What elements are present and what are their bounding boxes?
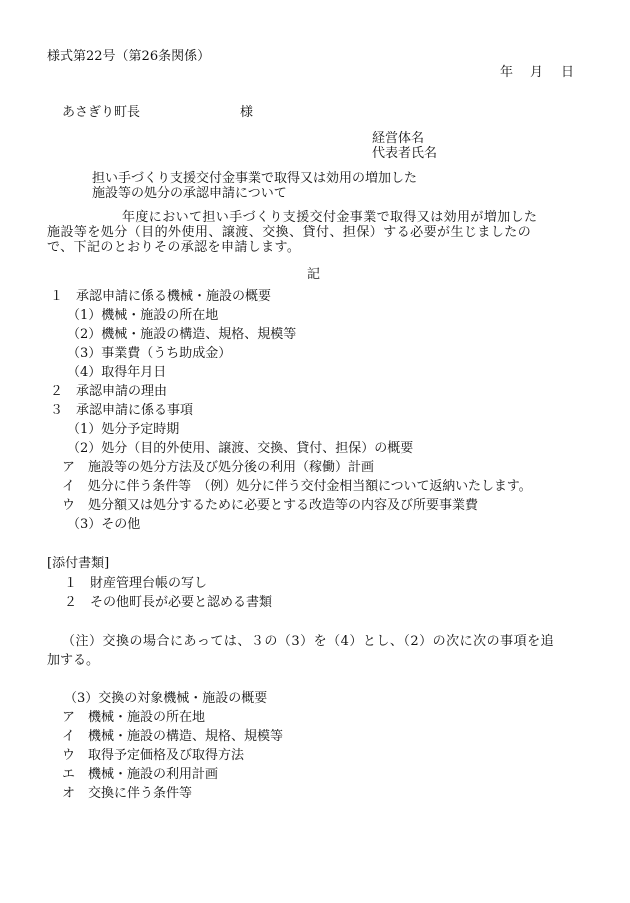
item-1-4: （4）取得年月日 (67, 365, 167, 380)
exchange-heading: （3）交換の対象機械・施設の概要 (64, 691, 268, 706)
subject-line-2: 施設等の処分の承認申請について (92, 186, 287, 201)
item-2: ２ 承認申請の理由 (50, 384, 168, 399)
item-1-1: （1）機械・施設の所在地 (67, 308, 219, 323)
addressee-honorific: 様 (240, 105, 254, 120)
item-3-2-i: イ 処分に伴う条件等 （例）処分に伴う交付金相当額について返納いたします。 (62, 479, 532, 494)
item-3-2-u: ウ 処分額又は処分するために必要とする改造等の内容及び所要事業費 (62, 498, 479, 513)
note-line-1: （注）交換の場合にあっては、３の（3）を（4）とし、（2）の次に次の事項を追 (62, 634, 555, 649)
ki-heading: 記 (307, 267, 321, 282)
subject-line-1: 担い手づくり支援交付金事業で取得又は効用の増加した (92, 171, 418, 186)
exchange-item-o: オ 交換に伴う条件等 (62, 786, 193, 801)
item-3-2: （2）処分（目的外使用、譲渡、交換、貸付、担保）の概要 (67, 441, 414, 456)
date-year: 年 (500, 65, 514, 80)
form-number: 様式第22号（第26条関係） (47, 49, 211, 64)
attachment-item-1: １ 財産管理台帳の写し (64, 576, 208, 591)
item-3-2-a: ア 施設等の処分方法及び処分後の利用（稼働）計画 (62, 460, 375, 475)
exchange-item-i: イ 機械・施設の構造、規格、規模等 (62, 729, 284, 744)
date-day: 日 (561, 65, 575, 80)
item-3: ３ 承認申請に係る事項 (50, 403, 194, 418)
date-month: 月 (530, 65, 544, 80)
applicant-entity-label: 経営体名 (372, 131, 425, 146)
attachments-heading: [添付書類] (47, 556, 110, 571)
item-3-3: （3）その他 (67, 517, 141, 532)
exchange-item-u: ウ 取得予定価格及び取得方法 (62, 748, 245, 763)
exchange-item-a: ア 機械・施設の所在地 (62, 710, 206, 725)
body-line-3: で、下記のとおりその承認を申請します。 (47, 240, 301, 255)
body-line-2: 施設等を処分（目的外使用、譲渡、交換、貸付、担保）する必要が生じましたの (47, 225, 532, 240)
item-1-2: （2）機械・施設の構造、規格、規模等 (67, 327, 297, 342)
body-line-1: 年度において担い手づくり支援交付金事業で取得又は効用が増加した (122, 210, 538, 225)
item-1-3: （3）事業費（うち助成金） (67, 346, 232, 361)
item-1: １ 承認申請に係る機械・施設の概要 (50, 289, 272, 304)
applicant-rep-label: 代表者氏名 (372, 146, 438, 161)
item-3-1: （1）処分予定時期 (67, 422, 180, 437)
attachment-item-2: ２ その他町長が必要と認める書類 (64, 595, 273, 610)
exchange-item-e: エ 機械・施設の利用計画 (62, 767, 219, 782)
note-line-2: 加する。 (47, 653, 100, 668)
addressee-name: あさぎり町長 (62, 105, 141, 120)
